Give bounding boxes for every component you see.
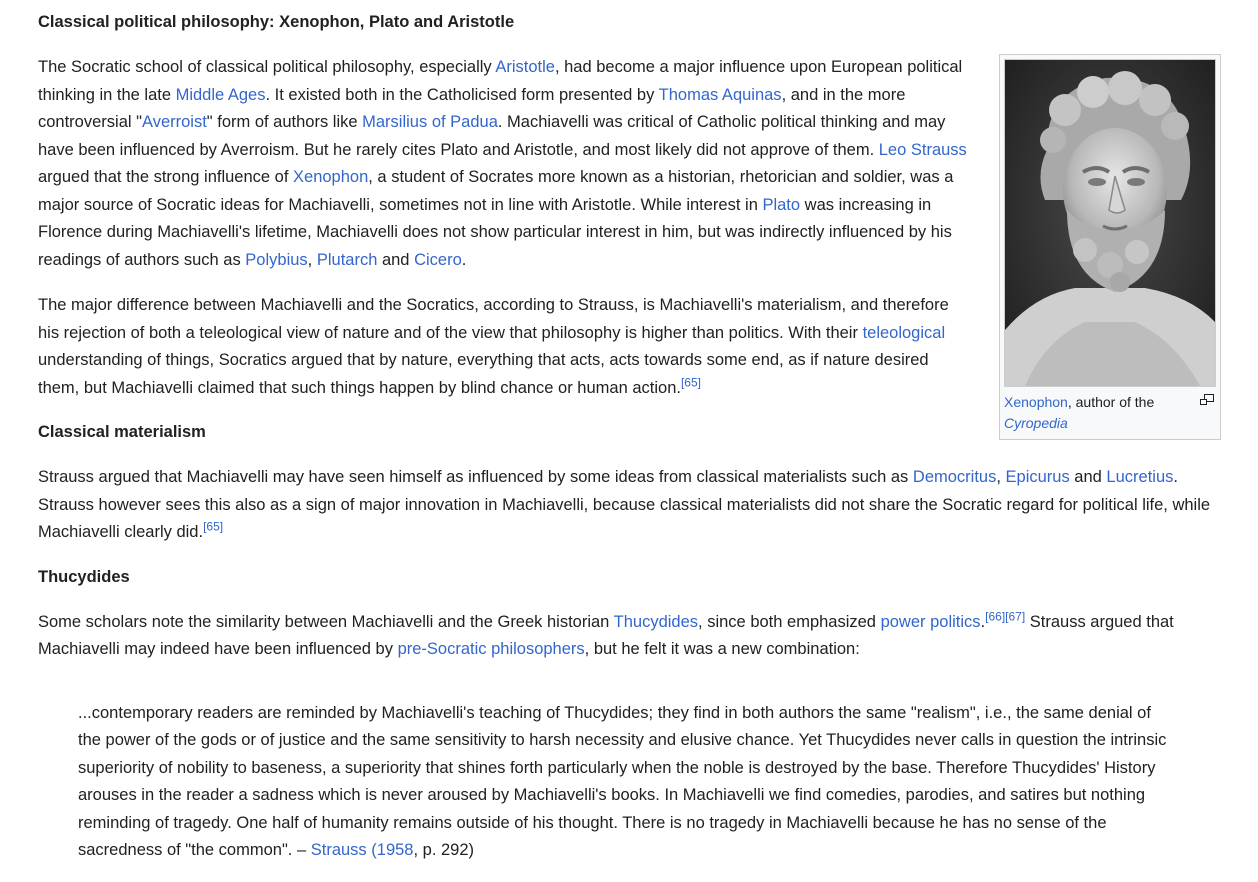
heading-thucydides: Thucydides [38,567,130,586]
heading-classical-political-philosophy: Classical political philosophy: Xenophon, Plato and Aristotle [38,13,515,31]
link-teleological[interactable]: teleological [862,323,946,342]
paragraph-major-difference: The major difference between Machiavelli and the Socratics, according to Strauss, is Machiavelli's materialism, and therefore his rejection of both a teleological view of nature and of the view that philosophy is higher than politics. With their teleological understanding of things, Socratics argued that by nature, everything that acts, acts towards some end, as if nature desired them, but Machiavelli claimed that such things happen by blind chance or human action.[65] [38,296,949,397]
caption-link-cyropedia[interactable]: Cyropedia [1004,415,1068,431]
link-marsilius-of-padua[interactable]: Marsilius of Padua [362,113,498,131]
link-strauss-1958[interactable]: Strauss (1958 [310,841,414,859]
magnify-icon[interactable] [1200,394,1214,406]
link-cicero[interactable]: Cicero [414,250,462,269]
paragraph-socratic-school: The Socratic school of classical political philosophy, especially Aristotle, had become a major influence upon European political thinking in the late Middle Ages. It existed both in the Catholicised form presented by Thomas Aquinas, and in the more controversial "Averroist" form of authors like Marsilius of Padua. Machiavelli was critical of Catholic political thinking and may have been influenced by Averroism. But he rarely cites Plato and Aristotle, and most likely did not approve of them. Leo Strauss argued that the strong influence of Xenophon, a student of Socrates more known as a historian, rhetorician and soldier, was a major source of Socratic ideas for Machiavelli, sometimes not in line with Aristotle. While interest in Plato was increasing in Florence during Machiavelli's lifetime, Machiavelli does not show particular interest in him, but was indirectly influenced by his readings of authors such as Polybius, Plutarch and Cicero. [38,58,967,269]
link-leo-strauss[interactable]: Leo Strauss [878,140,967,159]
paragraph-classical-materialism: Strauss argued that Machiavelli may have seen himself as influenced by some ideas from classical materialists such as Democritus, Epicurus and Lucretius. Strauss however sees this also as a sign of major innovation in Machiavelli, because classical materialists did not share the Socratic regard for political life, while Machiavelli clearly did.[65] [38,468,1211,541]
thumbnail-figure [999,54,1221,440]
link-epicurus[interactable]: Epicurus [1005,468,1070,486]
link-power-politics[interactable]: power politics [880,612,981,631]
caption-link-xenophon[interactable]: Xenophon [1004,394,1068,410]
thumbnail-caption [1004,392,1216,434]
blockquote-strauss: ...contemporary readers are reminded by Machiavelli's teaching of Thucydides; they find in both authors the same "realism", i.e., the same denial of the power of the gods or of justice and the same sensitivity to harsh necessity and elusive chance. Yet Thucydides never calls in question the intrinsic superiority of nobility to baseness, a superiority that shines forth particularly when the noble is destroyed by the base. Therefore Thucydides' History arouses in the reader a sadness which is never aroused by Machiavelli's books. In Machiavelli we find comedies, parodies, and satires but nothing reminding of tragedy. One half of humanity remains outside of his thought. There is no tragedy in Machiavelli because he has no sense of the sacredness of "the common". – Strauss (1958, p. 292) [78,703,1167,859]
link-democritus[interactable]: Democritus [912,468,997,486]
paragraph-thucydides: Some scholars note the similarity between Machiavelli and the Greek historian Thucydides, since both emphasized power politics.[66][67] Strauss argued that Machiavelli may indeed have been influenced by pre-Socratic philosophers, but he felt it was a new combination: [38,609,1174,658]
caption-text: , author of the [1067,394,1155,410]
link-polybius[interactable]: Polybius [245,250,308,269]
xenophon-bust-image[interactable] [1004,59,1216,387]
reference-65[interactable]: [65] [680,375,701,389]
link-aristotle[interactable]: Aristotle [495,58,555,76]
link-plato[interactable]: Plato [762,195,801,214]
heading-classical-materialism: Classical materialism [38,423,206,441]
reference-66[interactable]: [66] [985,609,1006,623]
link-xenophon[interactable]: Xenophon [293,168,369,186]
link-thucydides[interactable]: Thucydides [613,612,699,631]
link-plutarch[interactable]: Plutarch [316,250,378,269]
reference-67[interactable]: [67] [1005,609,1026,623]
reference-65-b[interactable]: [65] [203,519,224,534]
link-thomas-aquinas[interactable]: Thomas Aquinas [658,85,782,104]
link-lucretius[interactable]: Lucretius [1106,468,1174,486]
link-averroist[interactable]: Averroist [141,113,207,131]
link-pre-socratic-philosophers[interactable]: pre-Socratic philosophers [397,640,585,658]
link-middle-ages[interactable]: Middle Ages [175,85,266,104]
